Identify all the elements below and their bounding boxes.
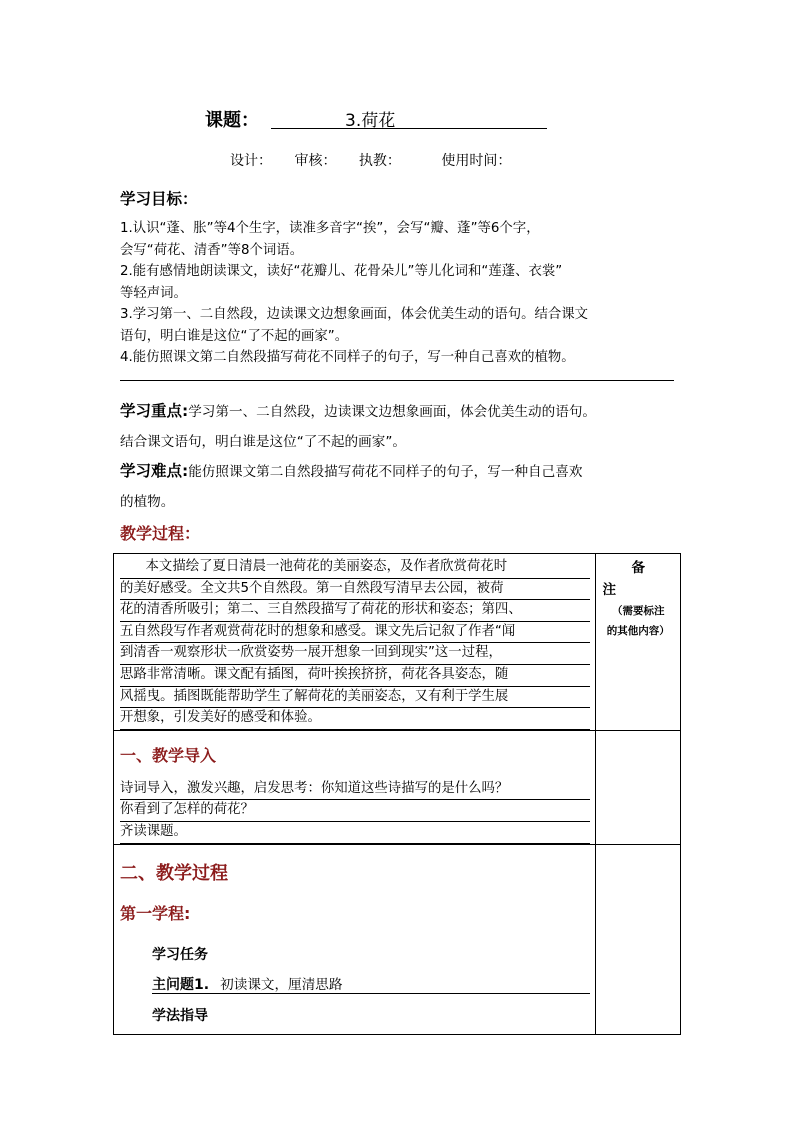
notes-sub-1: （需要标注 xyxy=(611,605,665,617)
difficulties-text-2: 的植物。 xyxy=(120,494,175,510)
task-label: 学习任务 xyxy=(152,946,208,963)
meta-date: 使用时间： xyxy=(441,153,512,169)
intro-line: 本文描绘了夏日清晨一池荷花的美丽姿态，及作者欣赏荷花时 xyxy=(120,557,590,579)
section2-notes-cell xyxy=(596,844,681,1034)
notes-heading-1: 备 xyxy=(631,560,645,576)
section1-line: 齐读课题。 xyxy=(120,822,590,844)
meta-reviewer: 审核： xyxy=(294,153,337,169)
objective-line: 会写“荷花、清香”等8个词语。 xyxy=(120,242,304,258)
section2-cell xyxy=(114,844,596,1034)
objective-line: 语句，明白谁是这位“了不起的画家”。 xyxy=(120,328,349,344)
notes-header-cell xyxy=(596,554,681,731)
section1-notes-cell xyxy=(596,730,681,844)
divider xyxy=(120,380,674,381)
section2-sub: 第一学程: xyxy=(120,903,191,923)
intro-line: 的美好感受。全文共5个自然段。第一自然段写清早去公园，被荷 xyxy=(120,579,590,601)
question-row xyxy=(152,973,590,994)
meta-designer: 设计： xyxy=(230,153,272,169)
section1-line: 诗词导入，激发兴趣，启发思考：你知道这些诗描写的是什么吗？ xyxy=(120,779,590,801)
difficulties-label: 学习难点: xyxy=(120,462,189,480)
objective-line: 等轻声词。 xyxy=(120,285,187,301)
notes-heading-2: 注 xyxy=(602,582,616,598)
section1-cell xyxy=(114,730,596,844)
intro-line: 思路非常清晰。课文配有插图，荷叶挨挨挤挤，荷花各具姿态，随 xyxy=(120,665,590,687)
intro-line: 风摇曳。插图既能帮助学生了解荷花的美丽姿态，又有利于学生展 xyxy=(120,687,590,709)
objective-line: 4.能仿照课文第二自然段描写荷花不同样子的句子，写一种自己喜欢的植物。 xyxy=(120,350,575,365)
lesson-title: 3.荷花 xyxy=(345,111,396,131)
objectives-heading: 学习目标： xyxy=(120,190,198,208)
question-label: 主问题1. xyxy=(152,976,210,993)
process-heading: 教学过程： xyxy=(120,524,201,543)
notes-heading xyxy=(596,554,680,601)
key-points-label: 学习重点: xyxy=(120,402,189,420)
difficulties xyxy=(120,456,680,517)
notes-subheading xyxy=(596,601,680,641)
intro-line: 花的清香所吸引；第二、三自然段描写了荷花的形状和姿态；第四、 xyxy=(120,600,590,622)
intro-line: 五自然段写作者观赏荷花时的想象和感受。课文先后记叙了作者“闻 xyxy=(120,622,590,644)
method-label: 学法指导 xyxy=(152,1007,208,1024)
notes-sub-2: 的其他内容） xyxy=(606,625,670,637)
key-points-text-2: 结合课文语句，明白谁是这位“了不起的画家”。 xyxy=(120,434,406,450)
difficulties-text: 能仿照课文第二自然段描写荷花不同样子的句子，写一种自己喜欢 xyxy=(188,464,583,480)
section2-heading: 二、教学过程 xyxy=(120,862,228,884)
intro-line: 开想象，引发美好的感受和体验。 xyxy=(120,708,590,730)
objective-line: 3.学习第一、二自然段，边读课文边想象画面，体会优美生动的语句。结合课文 xyxy=(120,307,589,322)
intro-line: 到清香一观察形状一欣赏姿势一展开想象一回到现实”这一过程， xyxy=(120,643,590,665)
title-label: 课题： xyxy=(205,110,259,131)
meta-row xyxy=(230,150,529,170)
key-points-text: 学习第一、二自然段，边读课文边想象画面，体会优美生动的语句。 xyxy=(188,404,597,420)
intro-cell xyxy=(114,554,596,731)
meta-teacher: 执教： xyxy=(358,153,401,169)
objective-line: 2.能有感情地朗读课文，读好“花瓣儿、花骨朵儿”等儿化词和“莲蓬、衣裳” xyxy=(120,264,563,279)
section1-heading: 一、教学导入 xyxy=(120,745,217,765)
section1-line: 你看到了怎样的荷花？ xyxy=(120,800,590,822)
key-points xyxy=(120,396,680,457)
lesson-table xyxy=(113,553,681,1035)
objectives-list xyxy=(120,218,680,369)
title-underline xyxy=(271,106,547,129)
question-text: 初读课文，厘清思路 xyxy=(220,976,343,993)
objective-line: 1.认识“蓬、胀”等4个生字，读准多音字“挨”，会写“瓣、蓬”等6个字， xyxy=(120,221,540,236)
